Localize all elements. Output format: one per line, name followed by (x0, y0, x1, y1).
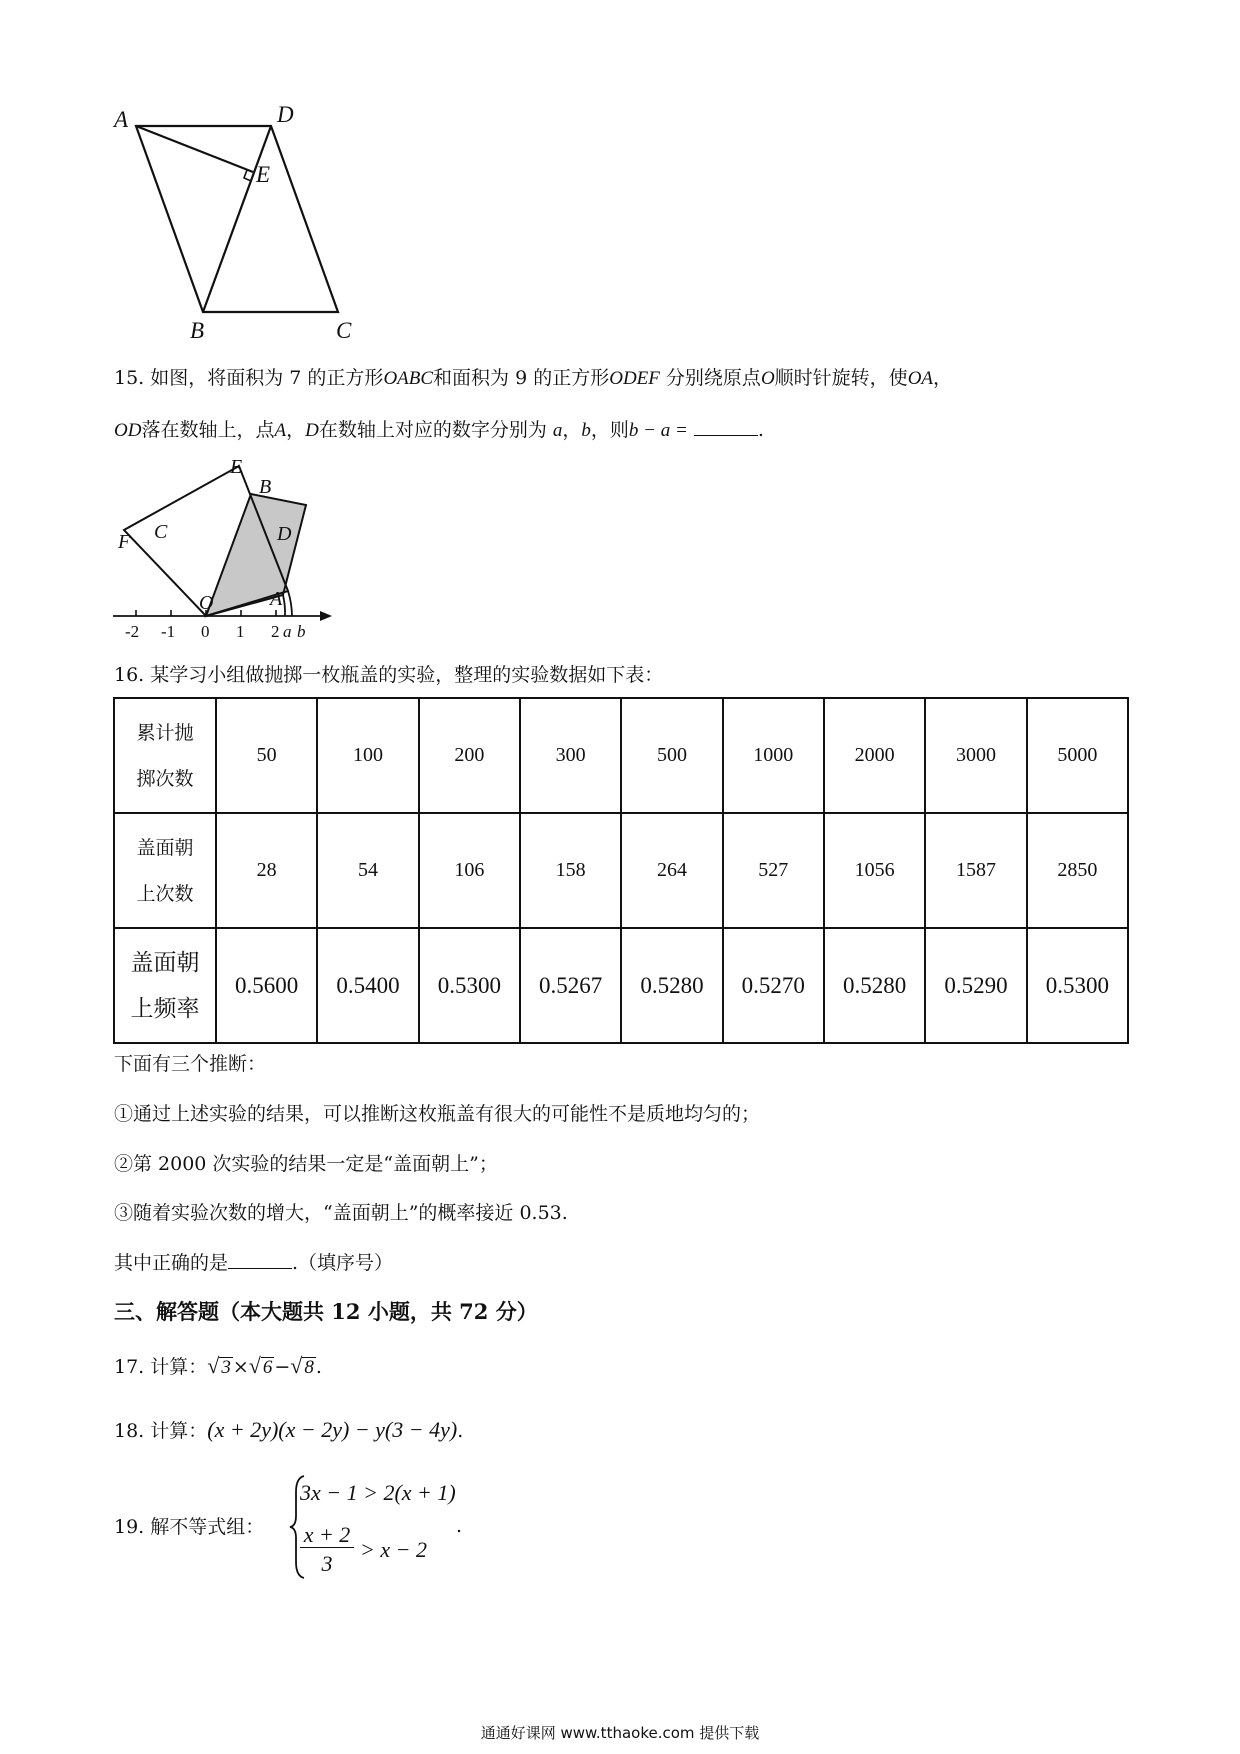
q19-inequality-1: 3x − 1 > 2(x + 1) (300, 1480, 456, 1505)
row-header: 盖面朝 上次数 (114, 813, 216, 928)
q18: 18. 计算：(x + 2y)(x − 2y) − y(3 − 4y). (114, 1417, 464, 1442)
tick-label-2: 2 (271, 622, 280, 641)
q16-statement-3: ③随着实验次数的增大，“盖面朝上”的概率接近 0.53. (114, 1202, 568, 1224)
table-cell: 0.5290 (925, 928, 1026, 1043)
label-a: A (114, 107, 129, 132)
arc-od (288, 591, 292, 616)
tick-label-1: 1 (236, 622, 245, 641)
table-cell: 0.5300 (419, 928, 520, 1043)
q16-lead: 下面有三个推断： (114, 1053, 267, 1075)
section-title: 三、解答题（本大题共 12 小题，共 72 分） (114, 1299, 538, 1324)
row-header: 累计抛 掷次数 (114, 698, 216, 813)
q15-line1: 15. 如图，将面积为 7 的正方形OABC和面积为 9 的正方形ODEF 分别绕原点O顺时针旋转，使OA， (114, 367, 953, 389)
segment-ae (136, 126, 253, 172)
axis-arrow (320, 611, 332, 621)
table-cell: 200 (419, 698, 520, 813)
table-cell: 2850 (1027, 813, 1128, 928)
label-b: B (259, 476, 272, 498)
answer-blank-q16 (228, 1252, 292, 1269)
figure-squares-number-line (110, 455, 350, 645)
q16-statement-2: ②第 2000 次实验的结果一定是“盖面朝上”； (114, 1153, 498, 1175)
table-cell: 0.5280 (824, 928, 925, 1043)
label-c: C (336, 318, 352, 343)
tick-label-neg2: -2 (125, 622, 140, 641)
table-cell: 300 (520, 698, 621, 813)
table-cell: 527 (723, 813, 824, 928)
table-cell: 500 (621, 698, 722, 813)
table-cell: 1000 (723, 698, 824, 813)
q19-label: 19. 解不等式组： (114, 1516, 265, 1538)
q16-question: 其中正确的是 .（填序号） (114, 1252, 394, 1274)
figure-parallelogram (110, 105, 370, 345)
q19-fraction-denominator: 3 (321, 1551, 333, 1576)
answer-blank-q15 (694, 419, 758, 436)
q17: 17. 计算：√ 3 ×√ 6 −√ 8 . (114, 1353, 322, 1378)
tick-label-a: a (283, 622, 292, 641)
table-cell: 50 (216, 698, 317, 813)
arc-oa (283, 595, 285, 616)
label-d: D (277, 523, 292, 545)
table-row (114, 928, 1128, 1043)
table-row (114, 813, 1128, 928)
label-b: B (190, 318, 205, 343)
table-cell: 1056 (824, 813, 925, 928)
footer-source: 通通好课网 www.tthaoke.com 提供下载 (480, 1724, 760, 1742)
label-d: D (277, 105, 294, 127)
table-cell: 0.5300 (1027, 928, 1128, 1043)
experiment-table (113, 697, 1129, 1044)
table-cell: 3000 (925, 698, 1026, 813)
label-a: A (270, 588, 283, 610)
label-c: C (154, 521, 168, 543)
q19-inequality-2-rhs: > x − 2 (360, 1537, 427, 1562)
table-cell: 0.5600 (216, 928, 317, 1043)
table-cell: 158 (520, 813, 621, 928)
q19-fraction-numerator: x + 2 (300, 1523, 354, 1548)
q19-end: . (456, 1515, 463, 1537)
tick-label-neg1: -1 (161, 622, 176, 641)
table-cell: 5000 (1027, 698, 1128, 813)
tick-label-b: b (297, 622, 306, 641)
label-e: E (230, 456, 243, 478)
label-o: O (199, 592, 214, 614)
table-cell: 264 (621, 813, 722, 928)
table-cell: 0.5270 (723, 928, 824, 1043)
row-header: 盖面朝 上频率 (114, 928, 216, 1043)
label-e: E (256, 162, 271, 187)
table-cell: 106 (419, 813, 520, 928)
square-oabc (206, 494, 306, 616)
q15-line2: OD落在数轴上，点A，D在数轴上对应的数字分别为 a，b，则b − a = . (114, 419, 764, 441)
q16-statement-1: ①通过上述实验的结果，可以推断这枚瓶盖有很大的可能性不是质地均匀的； (114, 1103, 761, 1125)
table-cell: 54 (317, 813, 418, 928)
table-cell: 100 (317, 698, 418, 813)
table-cell: 0.5280 (621, 928, 722, 1043)
label-f: F (118, 531, 131, 553)
table-cell: 0.5400 (317, 928, 418, 1043)
table-cell: 28 (216, 813, 317, 928)
table-cell: 1587 (925, 813, 1026, 928)
diagonal-bd (203, 126, 271, 312)
tick-label-0: 0 (201, 622, 210, 641)
q16-intro: 16. 某学习小组做抛掷一枚瓶盖的实验，整理的实验数据如下表： (114, 664, 664, 686)
table-row (114, 698, 1128, 813)
table-cell: 0.5267 (520, 928, 621, 1043)
table-cell: 2000 (824, 698, 925, 813)
